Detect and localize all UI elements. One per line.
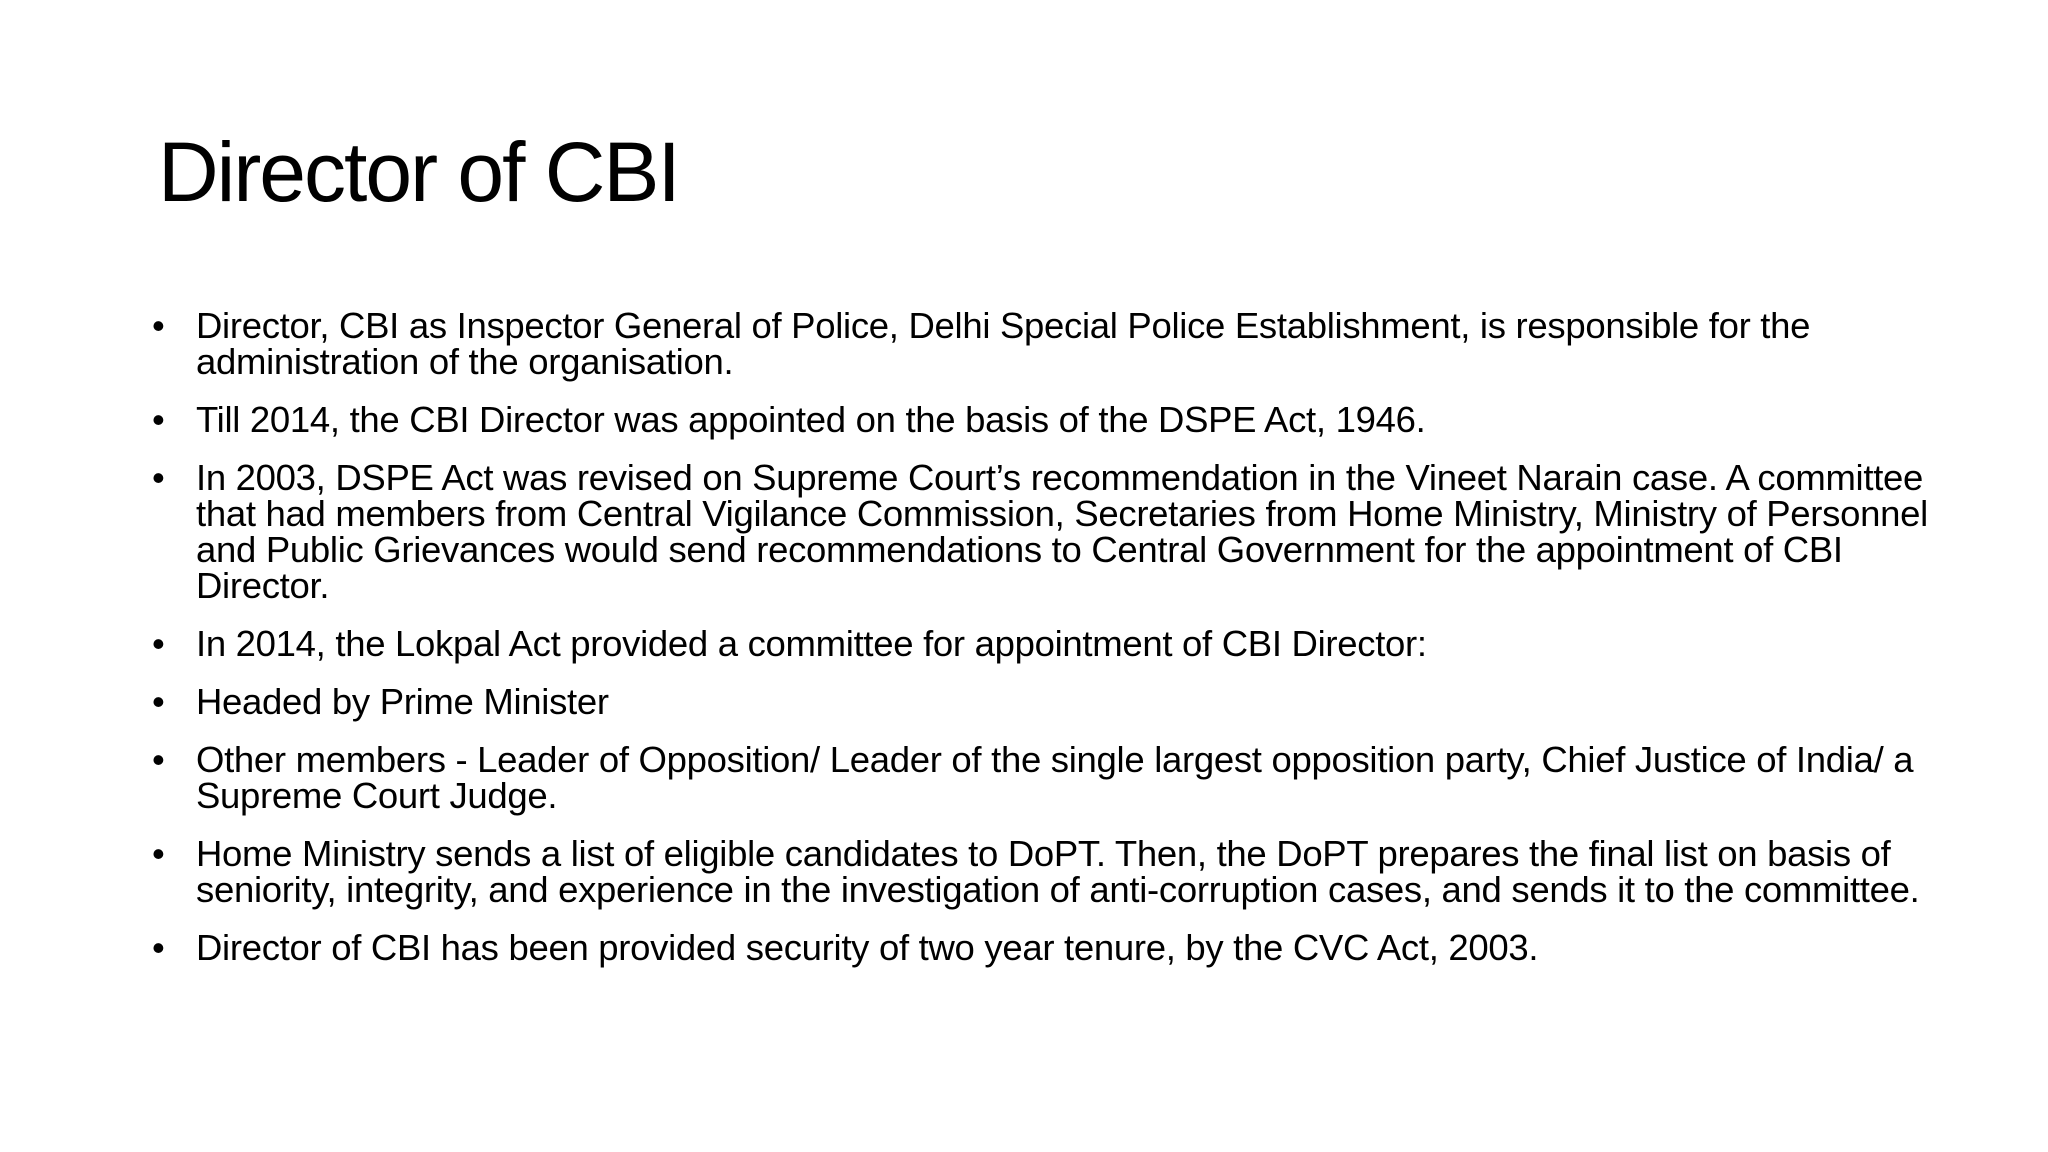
bullet-item <box>148 927 1928 968</box>
bullet-item <box>148 623 1928 664</box>
bullet-dot: • <box>152 681 165 722</box>
bullet-dot: • <box>152 399 165 440</box>
bullet-dot: • <box>152 927 165 968</box>
bullet-text: In 2014, the Lokpal Act provided a committee for appointment of CBI Director: <box>196 623 1427 664</box>
bullet-text: Director, CBI as Inspector General of Police, Delhi Special Police Establishment, is responsible for the administration of the organisation. <box>196 305 1811 382</box>
bullet-dot: • <box>152 305 165 346</box>
bullet-dot: • <box>152 739 165 780</box>
bullet-item <box>148 305 1928 382</box>
bullet-item <box>148 457 1928 606</box>
bullet-text: Home Ministry sends a list of eligible candidates to DoPT. Then, the DoPT prepares the final list on basis of seniority, integrity, and experience in the investigation of anti-corruption cases, and sends it to the committee. <box>196 833 1920 910</box>
bullet-item <box>148 399 1928 440</box>
bullet-item <box>148 739 1928 816</box>
bullet-text: In 2003, DSPE Act was revised on Supreme Court’s recommendation in the Vineet Narain case. A committee that had members from Central Vigilance Commission, Secretaries from Home Ministry, Ministry of Personnel and Public Grievances would send recommendations to Central Government for the appointment of CBI Director. <box>196 457 1928 606</box>
bullet-dot: • <box>152 457 165 498</box>
bullet-text: Other members - Leader of Opposition/ Leader of the single largest opposition party, Chief Justice of India/ a Supreme Court Judge. <box>196 739 1914 816</box>
bullet-text: Till 2014, the CBI Director was appointed on the basis of the DSPE Act, 1946. <box>196 399 1426 440</box>
bullet-text: Director of CBI has been provided security of two year tenure, by the CVC Act, 2003. <box>196 927 1539 968</box>
bullet-dot: • <box>152 833 165 874</box>
bullet-text: Headed by Prime Minister <box>196 681 609 722</box>
bullet-dot: • <box>152 623 165 664</box>
slide-title: Director of CBI <box>158 125 679 219</box>
bullet-list <box>148 305 1928 988</box>
bullet-item <box>148 681 1928 722</box>
bullet-item <box>148 833 1928 910</box>
